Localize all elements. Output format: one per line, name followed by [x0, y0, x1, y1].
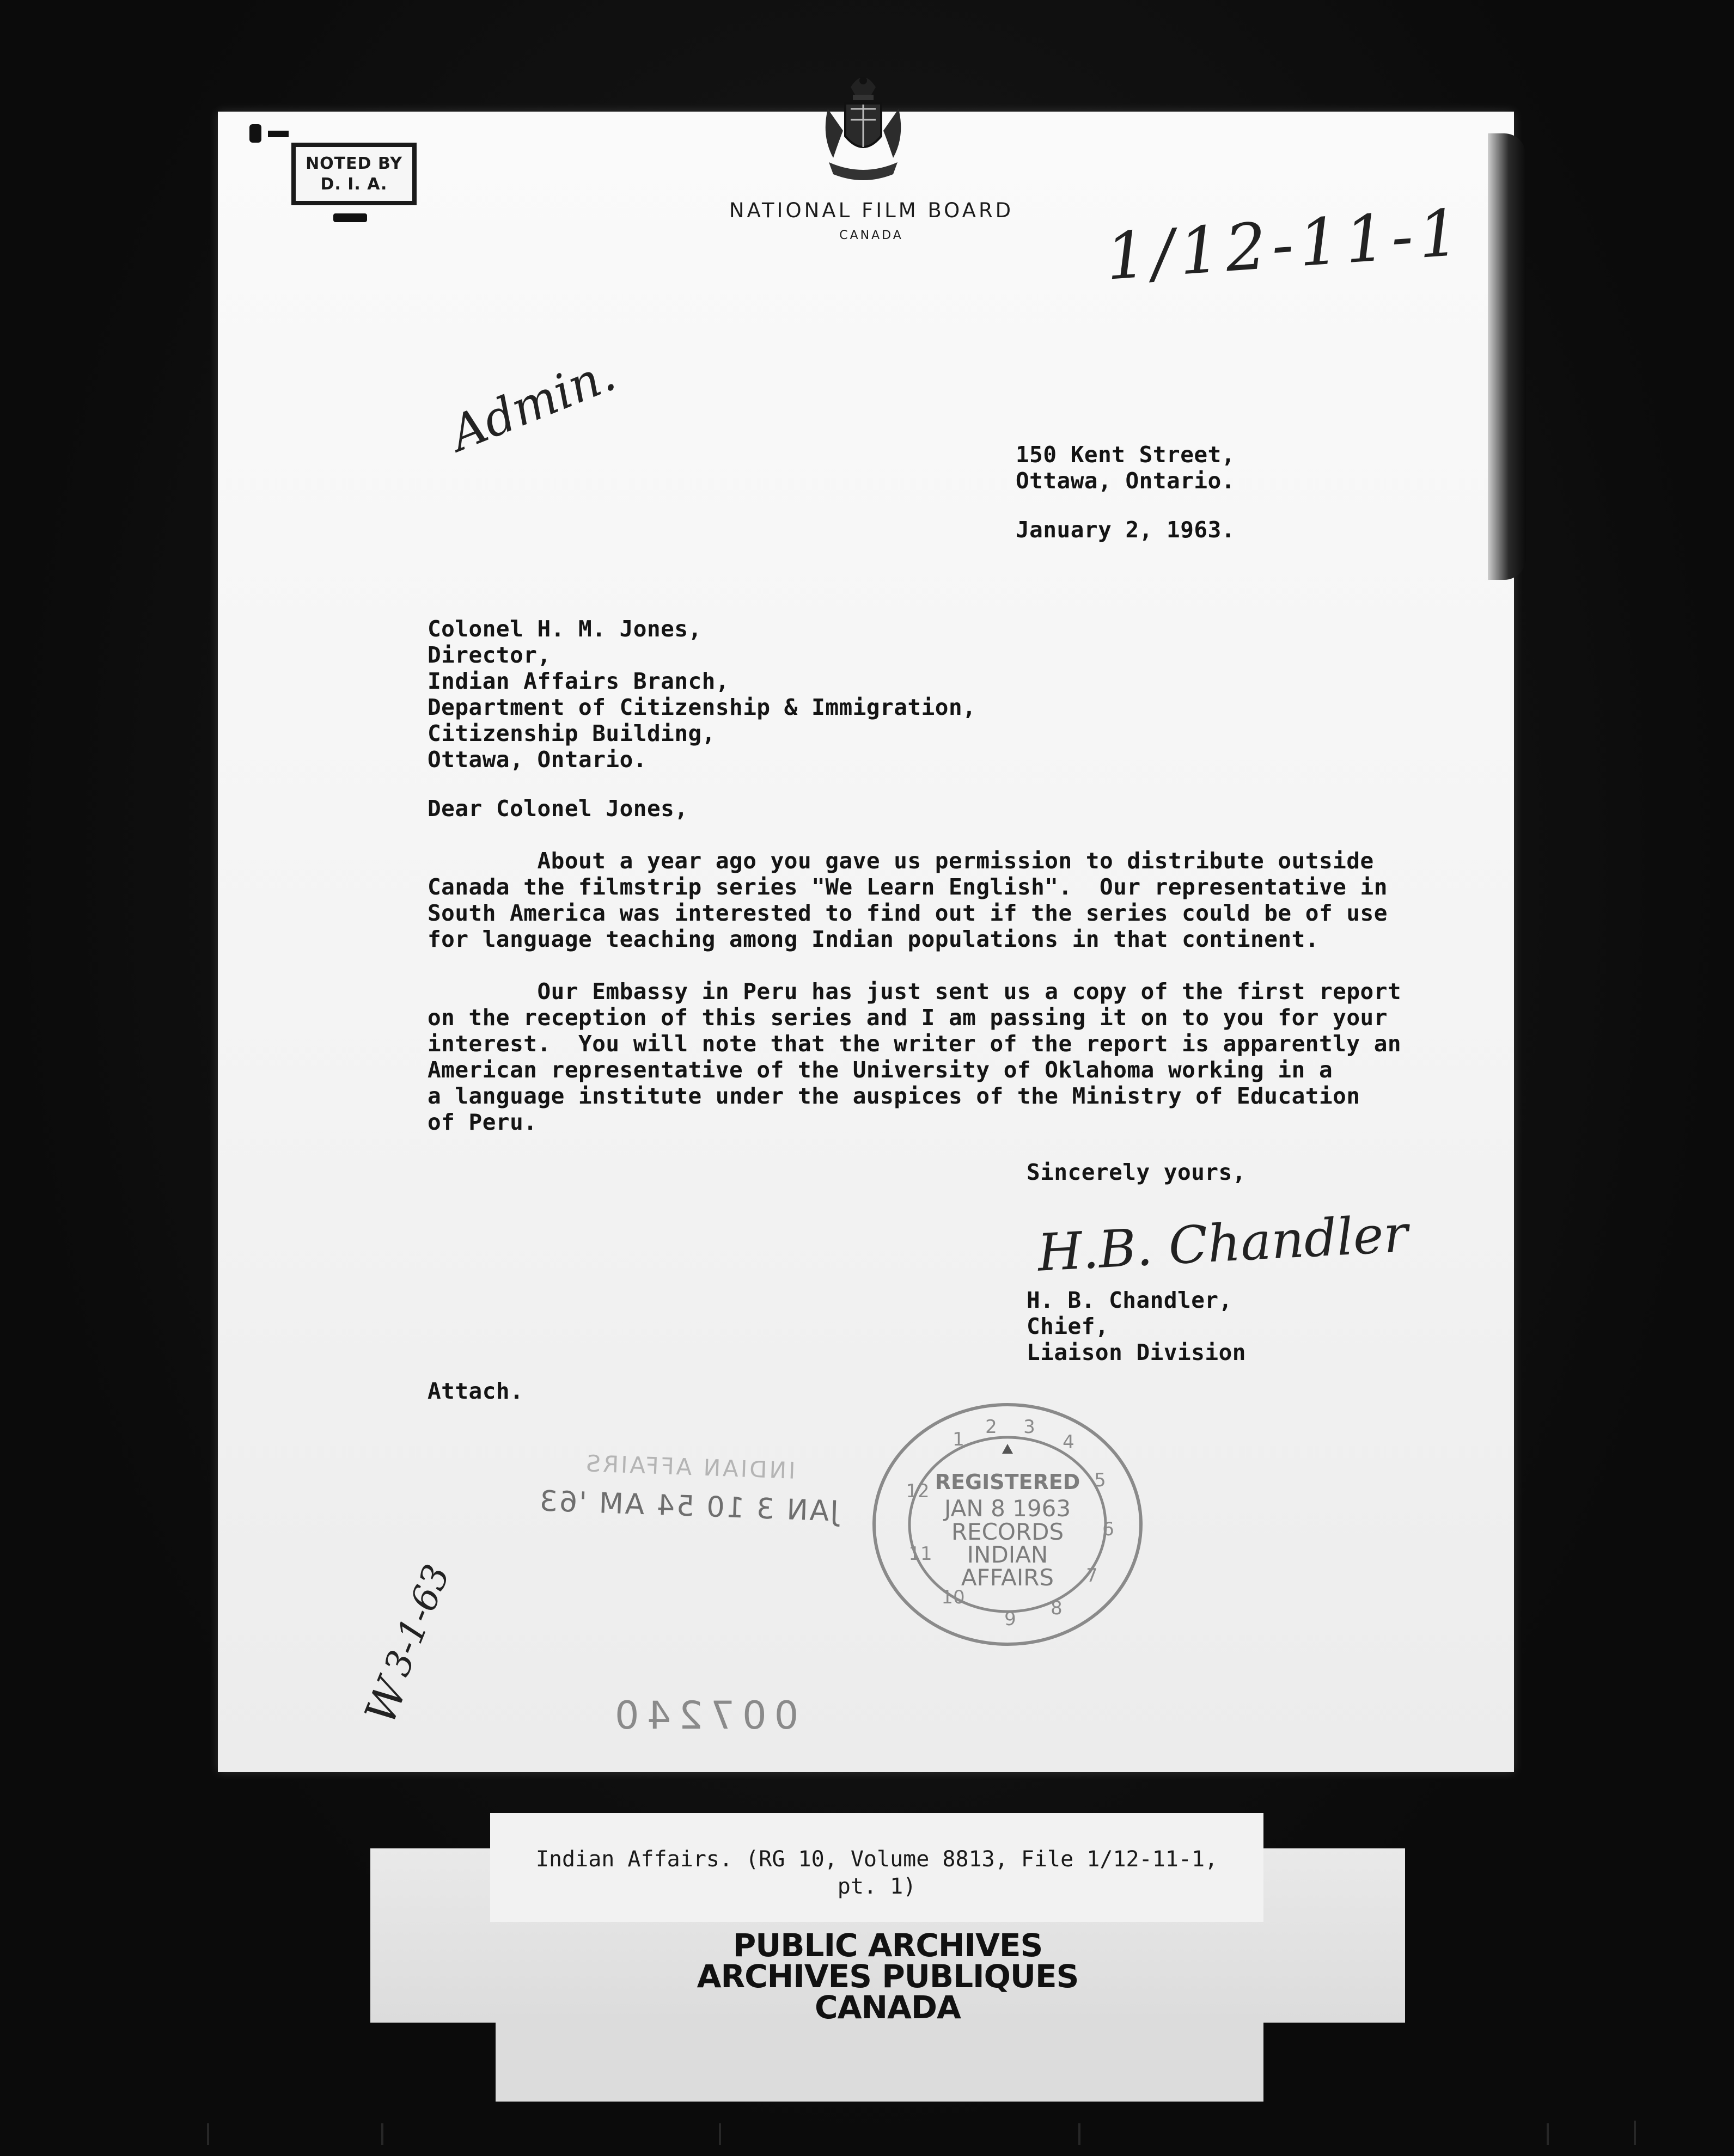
body-line: of Peru. [428, 1109, 538, 1135]
seal-date: JAN 8 1963 [944, 1495, 1071, 1522]
body-line: for language teaching among Indian populations in that continent. [428, 926, 1319, 952]
archive-reference-text [490, 1846, 1263, 1900]
archive-label-strip [496, 2014, 1263, 2102]
recipient-line: Department of Citizenship & Immigration, [428, 694, 976, 720]
seal-ring-number: 8 [1051, 1597, 1063, 1619]
body-line: American representative of the University of Oklahoma working in a [428, 1057, 1333, 1083]
body-line: a language institute under the auspices of the Ministry of Education [428, 1083, 1360, 1109]
noted-stamp-line2: D. I. A. [320, 174, 388, 194]
handwritten-date-note: 3-1-63 [376, 1558, 459, 1682]
seal-ring-number: 1 [953, 1429, 964, 1450]
body-line: About a year ago you gave us permission to distribute outside [428, 848, 1374, 874]
film-scratch [1547, 2123, 1549, 2145]
recipient-line: Citizenship Building, [428, 720, 716, 746]
body-line: interest. You will note that the writer of the report is apparently an [428, 1031, 1402, 1057]
recipient-line: Director, [428, 642, 551, 668]
archives-name-english: PUBLIC ARCHIVES [732, 1927, 1043, 1964]
seal-records: RECORDS [951, 1518, 1064, 1545]
seal-ring-number: 12 [906, 1480, 930, 1502]
ink-mark [333, 213, 367, 222]
handwritten-file-number: 1/12-11-1 [1103, 194, 1467, 295]
page-curl [1488, 133, 1526, 580]
film-scratch [381, 2123, 383, 2145]
seal-indian: INDIAN [967, 1541, 1048, 1568]
ink-mark [249, 124, 261, 143]
signer-division: Liaison Division [1027, 1339, 1246, 1365]
seal-ring-number: 10 [941, 1587, 965, 1608]
archives-country: CANADA [815, 1989, 961, 2026]
handwritten-admin-note: Admin. [442, 345, 623, 462]
seal-ring-number: 5 [1094, 1469, 1106, 1491]
film-scratch [719, 2123, 721, 2145]
ink-mark [268, 131, 289, 137]
received-stamp-line1: INDIAN AFFAIRS [583, 1450, 796, 1484]
body-line: Our Embassy in Peru has just sent us a copy of the first report [428, 978, 1402, 1004]
attachment-note: Attach. [428, 1378, 524, 1404]
seal-ring-number: 3 [1023, 1416, 1035, 1438]
film-scratch [1078, 2123, 1080, 2145]
coat-of-arms-icon [817, 71, 909, 188]
letter-date: January 2, 1963. [1016, 517, 1235, 543]
sender-address-line2: Ottawa, Ontario. [1016, 468, 1235, 494]
seal-ring-number: 4 [1063, 1431, 1074, 1453]
body-line: South America was interested to find out if the series could be of use [428, 900, 1388, 926]
noted-by-stamp [291, 143, 417, 205]
seal-ring-number: 7 [1086, 1565, 1098, 1587]
seal-ring-number: 2 [985, 1416, 997, 1438]
signer-name: H. B. Chandler, [1027, 1287, 1232, 1313]
recipient-line: Colonel H. M. Jones, [428, 616, 702, 642]
closing: Sincerely yours, [1027, 1159, 1246, 1185]
seal-ring-number: 9 [1004, 1608, 1016, 1630]
seal-affairs: AFFAIRS [961, 1564, 1054, 1591]
body-line: on the reception of this series and I am passing it on to you for your [428, 1004, 1388, 1031]
archive-reference-line2: pt. 1) [837, 1874, 917, 1899]
serial-number-stamp: 007240 [607, 1693, 799, 1738]
archive-reference-line1: Indian Affairs. (RG 10, Volume 8813, File 1/12-11-1, [535, 1847, 1218, 1872]
received-date-stamp [535, 1448, 842, 1528]
archives-name-french: ARCHIVES PUBLIQUES [697, 1958, 1079, 1995]
sender-address-line1: 150 Kent Street, [1016, 442, 1235, 468]
body-line: Canada the filmstrip series "We Learn English". Our representative in [428, 874, 1388, 900]
seal-arrow-icon [1002, 1444, 1013, 1454]
signature: H.B. Chandler [1036, 1204, 1409, 1283]
organization-country: CANADA [839, 229, 903, 242]
seal-registered-label: REGISTERED [935, 1470, 1080, 1494]
received-stamp-line2: JAN 3 10 54 AM '63 [538, 1485, 839, 1528]
film-scratch [1634, 2121, 1636, 2145]
handwritten-initials: W [356, 1671, 418, 1731]
recipient-line: Ottawa, Ontario. [428, 746, 647, 773]
registered-records-seal [866, 1394, 1149, 1650]
salutation: Dear Colonel Jones, [428, 795, 688, 822]
organization-name: NATIONAL FILM BOARD [729, 199, 1014, 222]
recipient-line: Indian Affairs Branch, [428, 668, 730, 694]
seal-ring-number: 11 [908, 1543, 932, 1565]
seal-ring-number: 6 [1102, 1518, 1114, 1540]
film-scratch [207, 2123, 209, 2145]
signer-title: Chief, [1027, 1313, 1109, 1339]
noted-stamp-line1: NOTED BY [306, 154, 402, 173]
